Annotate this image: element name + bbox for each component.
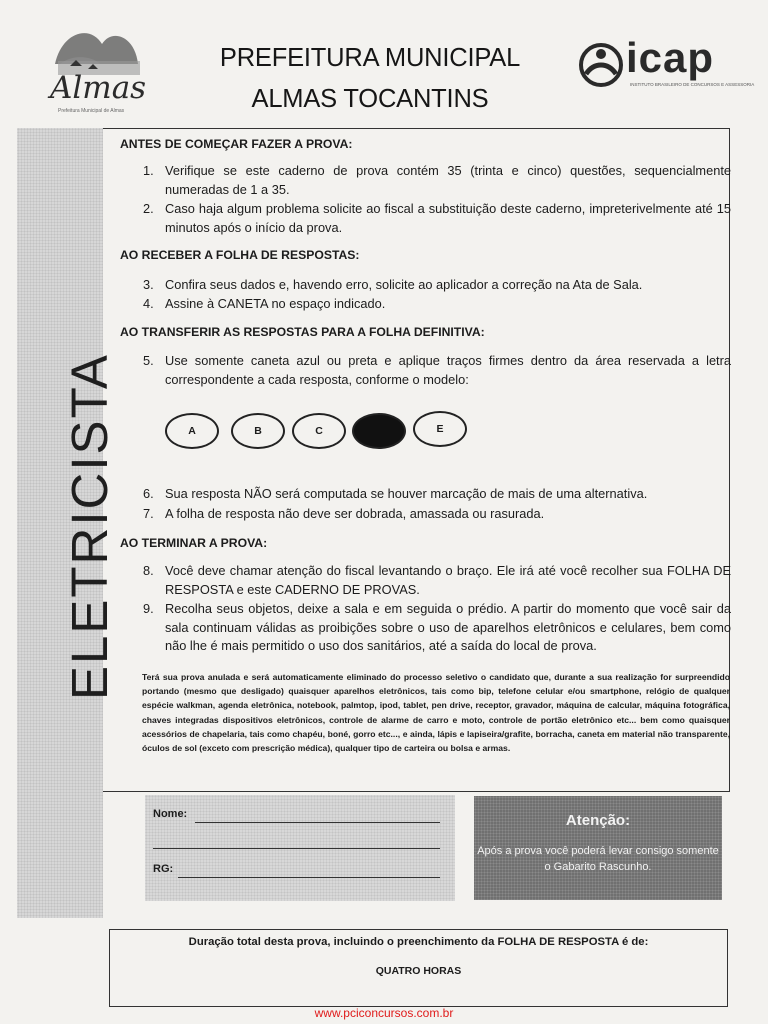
bubble-label: E <box>436 423 444 435</box>
item-text: Assine à CANETA no espaço indicado. <box>165 296 386 311</box>
item-number: 3. <box>143 277 154 292</box>
answer-bubble-a <box>165 413 219 449</box>
icap-logo-text: icap <box>626 34 715 81</box>
item-text: Recolha seus objetos, deixe a sala e em seguida o prédio. A partir do momento que você sair da sala continuam válidas as proibições sobre o uso de aparelhos eletrônicos e celulares, bem como não lhe é mais permitido o uso dos sanitários, até a saída do local de prova. <box>165 601 731 653</box>
attention-text: Após a prova você poderá levar consigo somente o Gabarito Rascunho. <box>477 845 719 873</box>
item-text: A folha de resposta não deve ser dobrada, amassada ou rasurada. <box>165 506 545 521</box>
attention-title: Atenção: <box>565 812 631 829</box>
item-number: 8. <box>143 563 154 578</box>
item-text: Sua resposta NÃO será computada se houver marcação de mais de uma alternativa. <box>165 486 648 501</box>
rg-field-line[interactable] <box>178 877 440 878</box>
duration-value: QUATRO HORAS <box>375 965 462 977</box>
section-heading-finish: AO TERMINAR A PROVA: <box>120 536 268 550</box>
section-heading-receive: AO RECEBER A FOLHA DE RESPOSTAS: <box>120 248 360 262</box>
almas-logo-text: Almas <box>50 70 147 106</box>
duration-box <box>109 929 728 1007</box>
bubble-label: A <box>188 425 196 437</box>
section-heading-before: ANTES DE COMEÇAR FAZER A PROVA: <box>120 137 353 151</box>
prohibition-warning: Terá sua prova anulada e será automaticamente eliminado do processo seletivo o candidato que, durante a sua realização for surpreendido portando (mesmo que desligado) quaisquer aparelhos eletrônicos, tais como bip, telefone celular e/ou smartphone, relógio de qualquer espécie walkman, agenda eletrônica, notebook, palmtop, ipod, tablet, pen drive, receptor, gravador, máquina de calcular, máquina fotográfica, chaves integradas dispositivos eletrônicos, controle de alarme de carro e moto, controle de portão eletrônico etc... bem como quaisquer acessórios de chapelaria, tais como chapéu, boné, gorro etc..., e ainda, lápis e lapiseira/grafite, borracha, caneta em material não transparente, óculos de sol (exceto com prescrição médica), qualquer tipo de carteira ou bolsa e armas. <box>142 672 730 754</box>
item-number: 4. <box>143 296 154 311</box>
item-number: 9. <box>143 601 154 616</box>
rg-label: RG: <box>153 863 174 875</box>
item-number: 2. <box>143 201 154 216</box>
item-number: 5. <box>143 353 154 368</box>
name-field-line[interactable] <box>195 822 440 823</box>
item-text: Confira seus dados e, havendo erro, solicite ao aplicador a correção na Ata de Sala. <box>165 277 643 292</box>
section-heading-transfer: AO TRANSFERIR AS RESPOSTAS PARA A FOLHA DEFINITIVA: <box>120 325 485 339</box>
answer-bubble-d-filled <box>352 413 406 449</box>
attention-box <box>474 796 722 900</box>
page-title-line2: ALMAS TOCANTINS <box>251 85 489 113</box>
answer-bubble-b <box>231 413 285 449</box>
name-label: Nome: <box>153 808 188 820</box>
item-number: 1. <box>143 163 154 178</box>
bubble-label: B <box>254 425 262 437</box>
icap-emblem-icon <box>578 40 624 90</box>
footer-url[interactable]: www.pciconcursos.com.br <box>314 1006 454 1020</box>
job-title-vertical: ELETRICISTA <box>61 353 118 700</box>
almas-logo-caption: Prefeitura Municipal de Almas <box>58 108 125 114</box>
item-number: 6. <box>143 486 154 501</box>
almas-logo <box>40 14 150 120</box>
icap-logo <box>578 34 755 96</box>
answer-bubble-c <box>292 413 346 449</box>
item-text: Use somente caneta azul ou preta e aplique traços firmes dentro da área reservada a letra correspondente a cada resposta, conforme o modelo: <box>165 353 731 387</box>
item-text: Caso haja algum problema solicite ao fiscal a substituição deste caderno, impreterivelmente até 15 minutos após o início da prova. <box>165 201 731 235</box>
page-title-line1: PREFEITURA MUNICIPAL <box>219 44 521 72</box>
icap-logo-caption: INSTITUTO BRASILEIRO DE CONCURSOS E ASSESSORIA <box>630 82 755 87</box>
answer-bubble-e <box>413 411 467 447</box>
duration-text: Duração total desta prova, incluindo o preenchimento da FOLHA DE RESPOSTA é de: <box>188 936 649 948</box>
name-field-line-2[interactable] <box>153 848 440 849</box>
bubble-label: C <box>315 425 323 437</box>
item-number: 7. <box>143 506 154 521</box>
item-text: Verifique se este caderno de prova contém 35 (trinta e cinco) questões, sequencialmente numeradas de 1 a 35. <box>165 163 731 197</box>
candidate-info-box <box>145 795 455 901</box>
item-text: Você deve chamar atenção do fiscal levantando o braço. Ele irá até você recolher sua FOLHA DE RESPOSTA e este CADERNO DE PROVAS. <box>165 563 731 597</box>
